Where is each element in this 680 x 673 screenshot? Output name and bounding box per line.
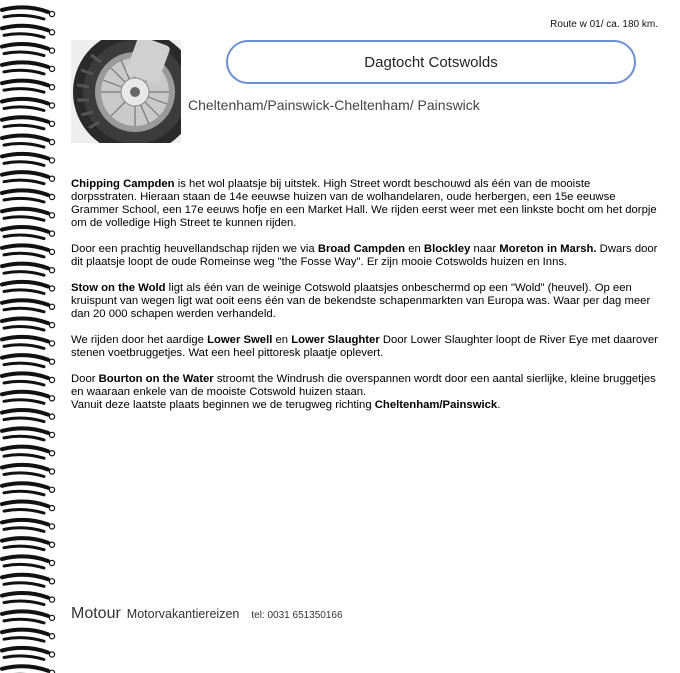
spiral-coil <box>2 373 55 385</box>
place-name: Lower Slaughter <box>291 334 380 346</box>
paragraph-text: Dwars door dit plaatsje loopt de oude Romeinse weg "the Fosse Way". Er zijn mooie Cotswolds huizen en Inns. <box>71 243 658 268</box>
place-name: Chipping Campden <box>71 178 175 190</box>
spiral-coil <box>2 666 55 673</box>
footer <box>71 605 343 623</box>
place-name: Moreton in Marsh. <box>499 243 597 255</box>
paragraph-text: stroomt the Windrush die overspannen wordt door een aantal sierlijke, kleine bruggetjes en waaraan enkele van de mooiste Cotswold huizen staan. <box>71 373 656 398</box>
phone-number: tel: 0031 651350166 <box>251 610 343 621</box>
spiral-coil <box>2 410 55 422</box>
spiral-coil <box>2 245 55 257</box>
spiral-coil <box>2 227 55 239</box>
spiral-coil <box>2 355 55 367</box>
spiral-binding-icon <box>0 0 60 673</box>
paragraph-text: We rijden door het aardige <box>71 334 208 346</box>
paragraph-slaughter <box>71 334 659 360</box>
paragraph-text: Door Lower Slaughter loopt de River Eye met daarover stenen voetbruggetjes. Wat een heel pittoresk plaatje oplevert. <box>71 334 658 359</box>
paragraph-text: naar <box>470 243 500 255</box>
route-info: Route w 01/ ca. 180 km. <box>550 19 658 30</box>
spiral-coil <box>2 428 55 440</box>
spiral-coil <box>2 319 55 331</box>
spiral-coil <box>2 392 55 404</box>
place-name: Stow on the Wold <box>71 282 166 294</box>
paragraph-text: Vanuit deze laatste plaats beginnen we de terugweg richting <box>71 399 375 411</box>
spiral-coil <box>2 502 55 514</box>
paragraph-moreton <box>71 243 659 269</box>
spiral-coil <box>2 209 55 221</box>
spiral-coil <box>2 62 55 74</box>
place-name: Broad Campden <box>317 243 406 255</box>
spiral-coil <box>2 447 55 459</box>
paragraph-text: en <box>272 334 292 346</box>
route-description <box>71 178 659 425</box>
spiral-coil <box>2 7 55 19</box>
spiral-coil <box>2 172 55 184</box>
spiral-coil <box>2 154 55 166</box>
spiral-coil <box>2 136 55 148</box>
spiral-coil <box>2 483 55 495</box>
spiral-coil <box>2 630 55 642</box>
spiral-coil <box>2 648 55 660</box>
spiral-coil <box>2 99 55 111</box>
paragraph-text: Door <box>71 373 99 385</box>
brand-name: Motour <box>71 605 121 622</box>
paragraph-bourton <box>71 373 659 412</box>
place-name: Blockley <box>423 243 471 255</box>
spiral-coil <box>2 190 55 202</box>
spiral-coil <box>2 337 55 349</box>
paragraph-text: ligt als één van de weinige Cotswold plaatsjes onbeschermd op een "Wold" (heuvel). Op een kruispunt van wegen ligt wat ooit eens één van de bekendste schapenmarkten van Europa was. Waar per dag meer dan 20 000 schapen werden verhandeld. <box>71 282 651 320</box>
spiral-coil <box>2 611 55 623</box>
paragraph-text: is het wol plaatsje bij uitstek. High Street wordt beschouwd als één van de mooiste dorpsstraten. Hieraan staan de 14e eeuwse huizen van de wolhandelaren, oude herbergen, een 15e eeuwse Grammer School, een 17e eeuws hofje en een Market Hall. We rijden eerst weer met een linkste bocht om het dorpje om de volledige High Street te kunnen rijden. <box>71 178 657 229</box>
paragraph-stow <box>71 282 659 321</box>
spiral-coil <box>2 117 55 129</box>
spiral-coil <box>2 465 55 477</box>
place-name: Cheltenham/Painswick <box>374 399 498 411</box>
paragraph-chipping-campden <box>71 178 659 230</box>
spiral-coil <box>2 520 55 532</box>
spiral-coil <box>2 575 55 587</box>
place-name: Lower Swell <box>207 334 273 346</box>
spiral-coil <box>2 538 55 550</box>
spiral-coil <box>2 282 55 294</box>
place-name: Bourton on the Water <box>98 373 214 385</box>
motorcycle-wheel-icon <box>71 40 181 143</box>
spiral-coil <box>2 81 55 93</box>
spiral-coil <box>2 556 55 568</box>
spiral-coil <box>2 593 55 605</box>
brand-tagline: Motorvakantiereizen <box>126 607 240 621</box>
spiral-coil <box>2 44 55 56</box>
title-box <box>226 40 636 84</box>
route-subtitle: Cheltenham/Painswick-Cheltenham/ Painswick <box>188 97 480 113</box>
paragraph-text: Door een prachtig heuvellandschap rijden we via <box>71 243 318 255</box>
spiral-coil <box>2 300 55 312</box>
page-title: Dagtocht Cotswolds <box>364 53 498 71</box>
spiral-coil <box>2 26 55 38</box>
spiral-coil <box>2 264 55 276</box>
paragraph-text: . <box>497 399 501 411</box>
paragraph-text: en <box>405 243 424 255</box>
